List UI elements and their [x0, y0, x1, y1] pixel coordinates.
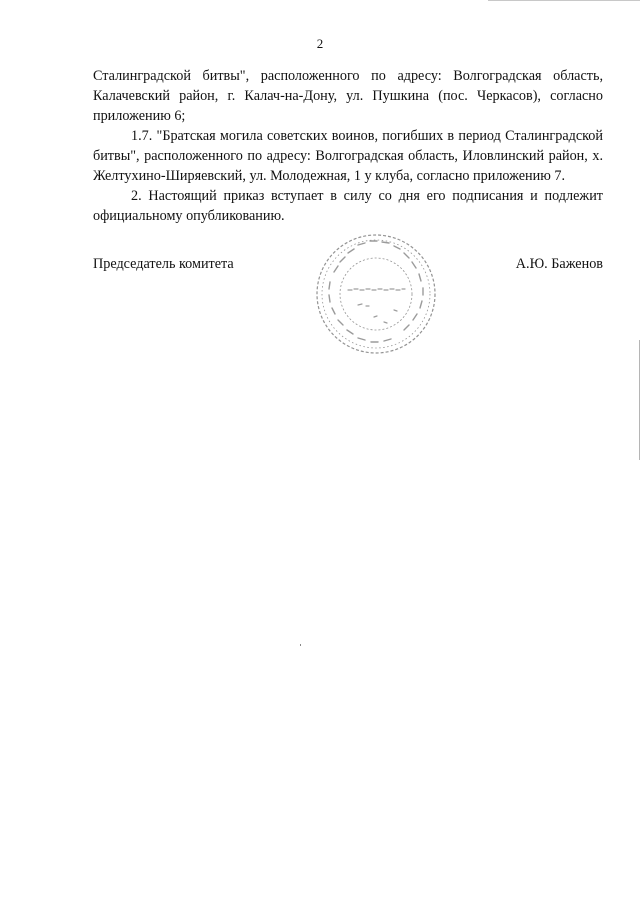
signer-position: Председатель комитета: [93, 256, 234, 272]
order-body: [93, 66, 603, 226]
scan-dust-mark: [300, 644, 301, 646]
page-number: 2: [316, 36, 324, 51]
paragraph-item-2: 2. Настоящий приказ вступает в силу со дня его подписания и подлежит официальному опубликованию.: [93, 188, 603, 224]
scan-edge-mark: [488, 0, 640, 1]
signer-name: А.Ю. Баженов: [515, 256, 603, 272]
seal-stamp-icon: [314, 232, 438, 356]
paragraph-item-1-7: 1.7. "Братская могила советских воинов, погибших в период Сталинградской битвы", расположенного по адресу: Волгоградская область, Иловлинский район, х. Желтухино-Ширяевский, ул. Молодежная, 1 у клуба, согласно приложению 7.: [93, 128, 603, 184]
paragraph-continuation: Сталинградской битвы", расположенного по адресу: Волгоградская область, Калачевский район, г. Калач-на-Дону, ул. Пушкина (пос. Черкасов), согласно приложению 6;: [93, 68, 603, 124]
